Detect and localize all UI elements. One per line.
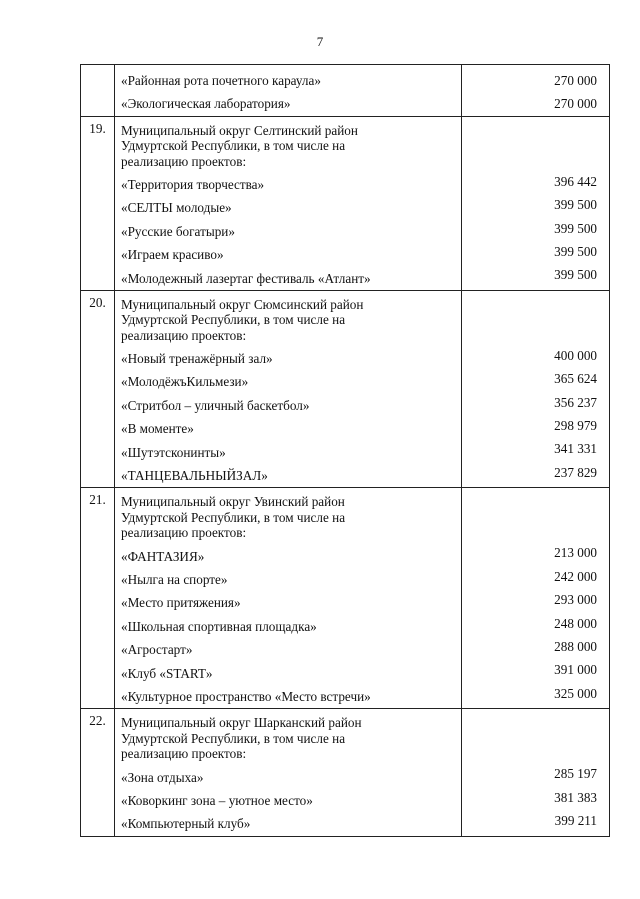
project-amount: 237 829 xyxy=(554,464,597,480)
project-name: «МолодёжъКильмези» xyxy=(121,374,249,390)
description-line: Удмуртской Республики, в том числе на xyxy=(121,730,346,746)
project-amount: 213 000 xyxy=(554,545,597,561)
section-number: 19. xyxy=(81,116,115,290)
project-amount: 293 000 xyxy=(554,592,597,608)
amounts-column xyxy=(462,116,610,290)
description-line: Удмуртской Республики, в том числе на xyxy=(121,138,346,154)
project-amount: 341 331 xyxy=(554,441,597,457)
project-amount: 356 237 xyxy=(554,394,597,410)
project-amount: 248 000 xyxy=(554,615,597,631)
district-description xyxy=(121,492,455,544)
section-content xyxy=(115,709,462,836)
project-amount: 285 197 xyxy=(554,766,597,782)
amount-spacer xyxy=(462,492,597,541)
project-amount: 365 624 xyxy=(554,371,597,387)
district-description xyxy=(121,295,455,347)
project-amount: 288 000 xyxy=(554,638,597,654)
page-number: 7 xyxy=(316,34,324,49)
project-amount: 400 000 xyxy=(554,347,597,363)
project-name: «Нылга на спорте» xyxy=(121,571,228,587)
project-name: «Зона отдыха» xyxy=(121,769,204,785)
section-row xyxy=(81,290,610,488)
project-name: «Новый тренажёрный зал» xyxy=(121,351,273,367)
section-content xyxy=(115,65,462,117)
project-amount: 399 211 xyxy=(554,813,597,829)
section-row xyxy=(81,709,610,836)
project-name: «Компьютерный клуб» xyxy=(121,816,251,832)
budget-table xyxy=(80,64,610,837)
section-number: 20. xyxy=(81,290,115,488)
amount-spacer xyxy=(462,713,597,762)
section-content xyxy=(115,488,462,709)
section-row xyxy=(81,65,610,117)
project-name: «Школьная спортивная площадка» xyxy=(121,618,317,634)
project-amount: 399 500 xyxy=(554,267,597,283)
amounts-column xyxy=(462,290,610,488)
project-amount: 399 500 xyxy=(554,243,597,259)
district-description xyxy=(121,713,455,765)
project-name: «СЕЛТЫ молодые» xyxy=(121,200,232,216)
project-name: «ТАНЦЕВАЛЬНЫЙЗАЛ» xyxy=(121,468,268,484)
project-name: «Экологическая лаборатория» xyxy=(121,96,291,112)
project-name: «Стритбол – уличный баскетбол» xyxy=(121,397,310,413)
project-amount: 242 000 xyxy=(554,568,597,584)
project-amount: 399 500 xyxy=(554,220,597,236)
project-name: «Территория творчества» xyxy=(121,176,265,192)
description-line: Удмуртской Республики, в том числе на xyxy=(121,509,346,525)
description-line: реализацию проектов: xyxy=(121,153,247,169)
project-name: «Коворкинг зона – уютное место» xyxy=(121,792,313,808)
section-content xyxy=(115,290,462,488)
project-amount: 399 500 xyxy=(554,197,597,213)
project-amount: 396 442 xyxy=(554,173,597,189)
description-line: Муниципальный округ Сюмсинский район xyxy=(121,296,364,312)
project-amount: 381 383 xyxy=(554,789,597,805)
section-number: 21. xyxy=(81,488,115,709)
section-row xyxy=(81,488,610,709)
project-amount: 391 000 xyxy=(554,662,597,678)
project-amount: 270 000 xyxy=(554,96,597,112)
project-name: «В моменте» xyxy=(121,421,194,437)
project-name: «Агростарт» xyxy=(121,642,193,658)
project-name: «Играем красиво» xyxy=(121,247,224,263)
project-name: «Клуб «START» xyxy=(121,665,213,681)
amounts-column xyxy=(462,65,610,117)
project-amount: 298 979 xyxy=(554,418,597,434)
project-amount: 325 000 xyxy=(554,685,597,701)
description-line: Удмуртской Республики, в том числе на xyxy=(121,312,346,328)
project-name: «Молодежный лазертаг фестиваль «Атлант» xyxy=(121,270,371,286)
section-content xyxy=(115,116,462,290)
description-line: Муниципальный округ Увинский район xyxy=(121,494,345,510)
amount-spacer xyxy=(462,295,597,344)
amounts-column xyxy=(462,709,610,836)
project-name: «Культурное пространство «Место встречи» xyxy=(121,688,371,704)
description-line: реализацию проектов: xyxy=(121,327,247,343)
section-number xyxy=(81,65,115,117)
section-row xyxy=(81,116,610,290)
project-name: «Шутэтсконинты» xyxy=(121,444,226,460)
project-name: «Место притяжения» xyxy=(121,595,241,611)
project-name: «Районная рота почетного караула» xyxy=(121,73,321,88)
amount-spacer xyxy=(462,121,597,170)
description-line: Муниципальный округ Селтинский район xyxy=(121,122,358,138)
section-number: 22. xyxy=(81,709,115,836)
description-line: реализацию проектов: xyxy=(121,746,247,762)
amounts-column xyxy=(462,488,610,709)
description-line: Муниципальный округ Шарканский район xyxy=(121,715,362,731)
project-name: «ФАНТАЗИЯ» xyxy=(121,548,205,564)
district-description xyxy=(121,121,455,173)
project-amount: 270 000 xyxy=(554,73,597,88)
project-name: «Русские богатыри» xyxy=(121,223,235,239)
description-line: реализацию проектов: xyxy=(121,525,247,541)
